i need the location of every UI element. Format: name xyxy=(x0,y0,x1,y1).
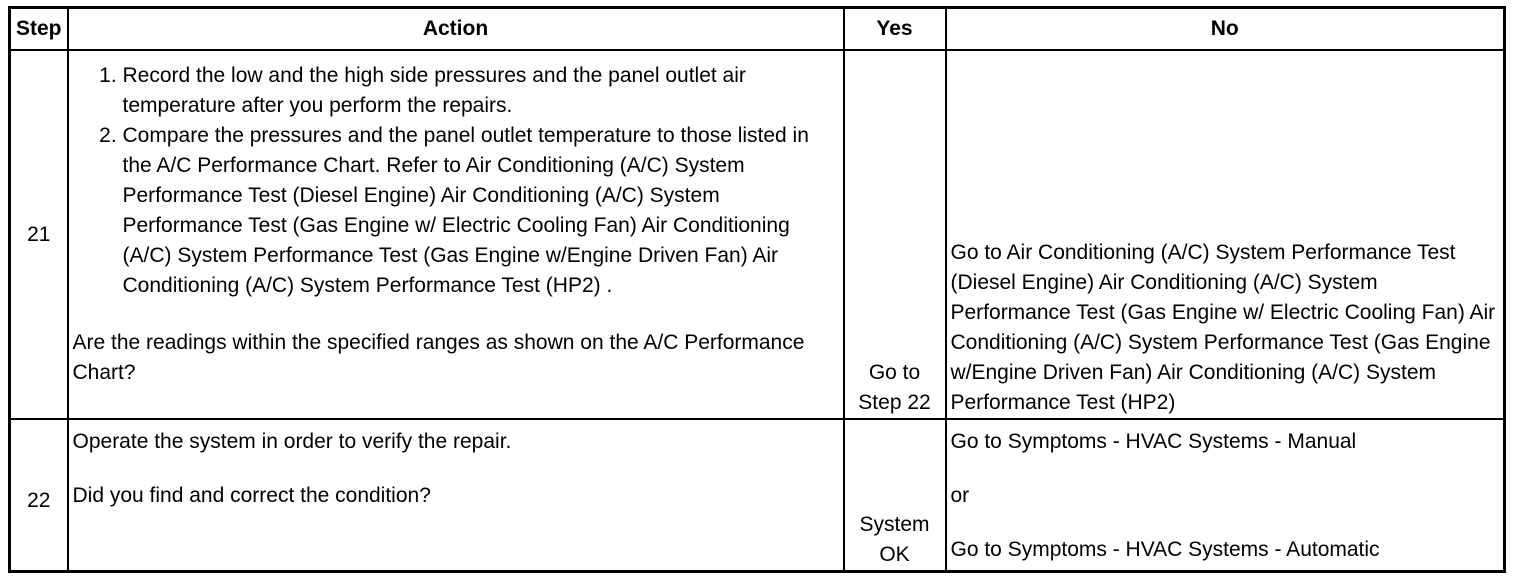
table-row-step-21 xyxy=(10,50,1505,419)
step-number: 22 xyxy=(10,419,68,572)
action-step-1: 1. Record the low and the high side pressures and the panel outlet air temperature after you perform the repairs. xyxy=(123,61,839,121)
action-step-2: 2. Compare the pressures and the panel outlet temperature to those listed in the A/C Performance Chart. Refer to Air Conditioning (A/C) System Performance Test (Diesel Engine) Air Conditioning (A/C) System Performance Test (Gas Engine w/ Electric Cooling Fan) Air Conditioning (A/C) System Performance Test (Gas Engine w/Engine Driven Fan) Air Conditioning (A/C) System Performance Test (HP2) . xyxy=(123,121,839,301)
header-yes: Yes xyxy=(844,8,946,51)
no-cell: Go to Air Conditioning (A/C) System Performance Test (Diesel Engine) Air Conditioning (A/C) System Performance Test (Gas Engine w/ Electric Cooling Fan) Air Conditioning (A/C) System Performance Test (Gas Engine w/Engine Driven Fan) Air Conditioning (A/C) System Performance Test (HP2) xyxy=(946,50,1505,419)
action-cell xyxy=(68,419,844,572)
no-option-or: or xyxy=(950,484,970,507)
header-action: Action xyxy=(68,8,844,51)
step-number: 21 xyxy=(10,50,68,419)
action-text: Operate the system in order to verify the repair. xyxy=(72,430,512,453)
yes-cell: System OK xyxy=(844,419,946,572)
header-row xyxy=(10,8,1505,51)
header-no: No xyxy=(946,8,1505,51)
action-question: Are the readings within the specified ranges as shown on the A/C Performance Chart? xyxy=(72,331,805,384)
header-step: Step xyxy=(10,8,68,51)
diagnostic-table xyxy=(8,6,1506,573)
no-cell xyxy=(946,419,1505,572)
yes-cell: Go to Step 22 xyxy=(844,50,946,419)
action-question: Did you find and correct the condition? xyxy=(72,484,431,507)
action-cell xyxy=(68,50,844,419)
no-option-automatic: Go to Symptoms - HVAC Systems - Automatic xyxy=(950,538,1380,561)
no-option-manual: Go to Symptoms - HVAC Systems - Manual xyxy=(950,430,1357,453)
action-steps-list xyxy=(73,61,839,301)
table-row-step-22 xyxy=(10,419,1505,572)
